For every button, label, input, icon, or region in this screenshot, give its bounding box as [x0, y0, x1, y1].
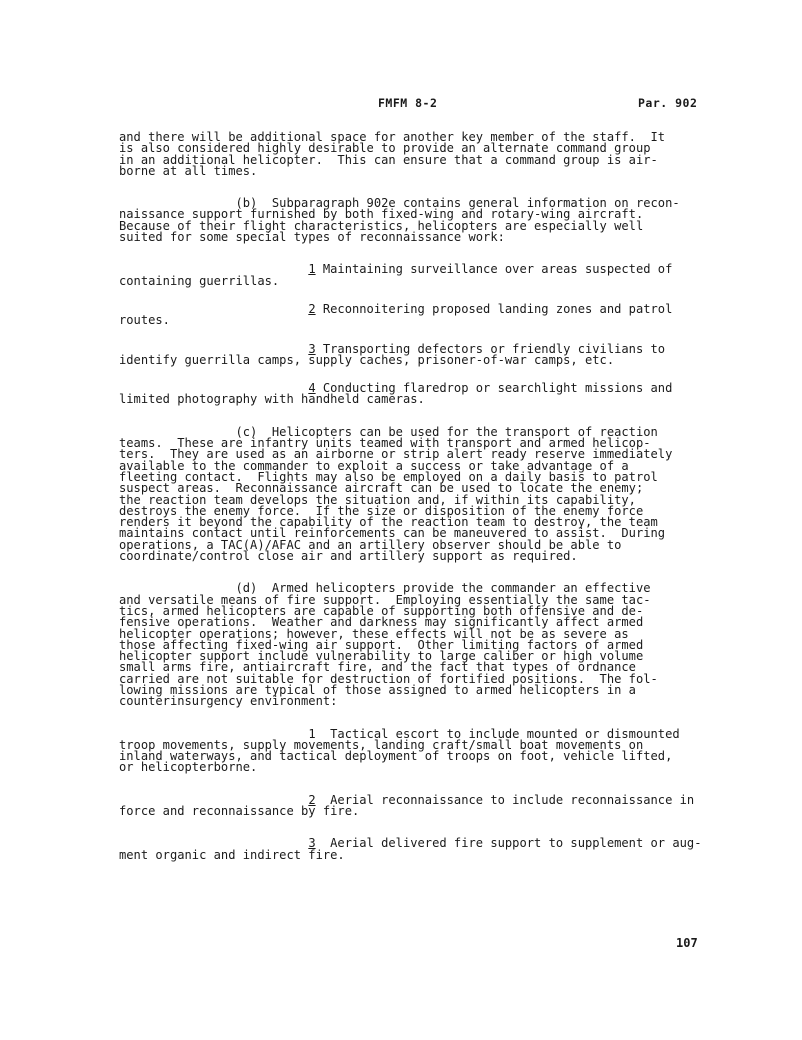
text-line: force and reconnaissance by fire.	[119, 804, 360, 819]
text-line: (b) Subparagraph 902e contains general information on recon-	[119, 196, 680, 211]
text-line: borne at all times.	[119, 163, 258, 178]
text-line: renders it beyond the capability of the reaction team to destroy, the team	[119, 515, 658, 530]
text-line: and versatile means of fire support. Employing essentially the same tac-	[119, 592, 651, 607]
text-line: small arms fire, antiaircraft fire, and the fact that types of ordnance	[119, 660, 636, 675]
list-item-d2	[119, 792, 719, 819]
text-line: (c) Helicopters can be used for the transport of reaction	[119, 424, 658, 439]
text-line: Tactical escort to include mounted or dismounted	[315, 726, 680, 741]
text-line: identify guerrilla camps, supply caches, prisoner-of-war camps, etc.	[119, 352, 615, 367]
item-number: 1	[308, 726, 316, 741]
text-line: and there will be additional space for another key member of the staff. It	[119, 130, 666, 144]
list-item-b3	[119, 341, 719, 367]
paragraph-intro	[119, 132, 719, 177]
text-line: lowing missions are typical of those assigned to armed helicopters in a	[119, 682, 636, 697]
text-line: helicopter operations; however, these effects will not be as severe as	[119, 626, 629, 641]
text-line: limited photography with handheld cameras.	[119, 392, 425, 407]
document-id: FMFM 8-2	[378, 96, 438, 110]
text-line: counterinsurgency environment:	[119, 694, 338, 709]
item-number: 3	[308, 836, 316, 851]
text-line: operations, a TAC(A)/AFAC and an artillery observer should be able to	[119, 537, 622, 552]
text-line: inland waterways, and tactical deployment of troops on foot, vehicle lifted,	[119, 749, 673, 764]
paragraph-d	[119, 583, 719, 707]
text-line: ters. They are used as an airborne or strip alert ready reserve immediately	[119, 447, 673, 462]
page-number: 107	[676, 936, 698, 950]
text-line: suspect areas. Reconnaissance aircraft can be used to locate the enemy;	[119, 481, 644, 496]
paragraph-b	[119, 198, 719, 243]
text-line: those affecting fixed-wing air support. Other limiting factors of armed	[119, 637, 644, 652]
list-item-b4	[119, 383, 719, 406]
list-item-d1	[119, 726, 719, 775]
text-line: Transporting defectors or friendly civilians to	[315, 341, 666, 356]
text-line: destroys the enemy force. If the size or disposition of the enemy force	[119, 503, 644, 518]
text-line: routes.	[119, 313, 170, 328]
body-text	[119, 132, 719, 861]
text-line: fensive operations. Weather and darkness may significantly affect armed	[119, 615, 644, 630]
text-line: Maintaining surveillance over areas suspected of	[315, 262, 673, 277]
item-number: 2	[308, 301, 316, 316]
text-line: tics, armed helicopters are capable of supporting both offensive and de-	[119, 603, 644, 618]
text-line: helicopter support include vulnerability to large caliber or high volume	[119, 649, 644, 664]
item-number: 3	[308, 341, 316, 356]
text-line: (d) Armed helicopters provide the commander an effective	[119, 581, 651, 596]
text-line: naissance support furnished by both fixed-wing and rotary-wing aircraft.	[119, 207, 644, 222]
text-line: the reaction team develops the situation and, if within its capability,	[119, 492, 636, 507]
text-line: is also considered highly desirable to provide an alternate command group	[119, 141, 651, 156]
text-line: carried are not suitable for destruction of fortified positions. The fol-	[119, 671, 658, 686]
text-line: coordinate/control close air and artillery support as required.	[119, 549, 578, 564]
text-line: maintains contact until reinforcements can be maneuvered to assist. During	[119, 526, 666, 541]
text-line: in an additional helicopter. This can ensure that a command group is air-	[119, 152, 658, 167]
text-line: Conducting flaredrop or searchlight missions and	[315, 381, 673, 396]
list-item-d3	[119, 838, 719, 861]
text-line: teams. These are infantry units teamed with transport and armed helicop-	[119, 436, 651, 451]
item-number: 1	[308, 262, 316, 277]
text-line: containing guerrillas.	[119, 273, 280, 288]
item-number: 4	[308, 381, 316, 396]
list-item-b1	[119, 264, 719, 287]
text-line: Because of their flight characteristics, helicopters are especially well	[119, 218, 644, 233]
text-line: or helicopterborne.	[119, 760, 258, 775]
paragraph-c	[119, 424, 719, 564]
list-item-b2	[119, 301, 719, 328]
text-line: suited for some special types of reconnaissance work:	[119, 230, 505, 245]
text-line: Aerial delivered fire support to supplement or aug-	[315, 836, 702, 851]
text-line: Aerial reconnaissance to include reconnaissance in	[315, 792, 695, 807]
text-line: ment organic and indirect fire.	[119, 847, 345, 862]
text-line: troop movements, supply movements, landing craft/small boat movements on	[119, 737, 644, 752]
text-line: Reconnoitering proposed landing zones and patrol	[315, 301, 673, 316]
text-line: available to the commander to exploit a success or take advantage of a	[119, 458, 629, 473]
paragraph-reference: Par. 902	[638, 96, 698, 110]
text-line: fleeting contact. Flights may also be employed on a daily basis to patrol	[119, 469, 658, 484]
item-number: 2	[308, 792, 316, 807]
